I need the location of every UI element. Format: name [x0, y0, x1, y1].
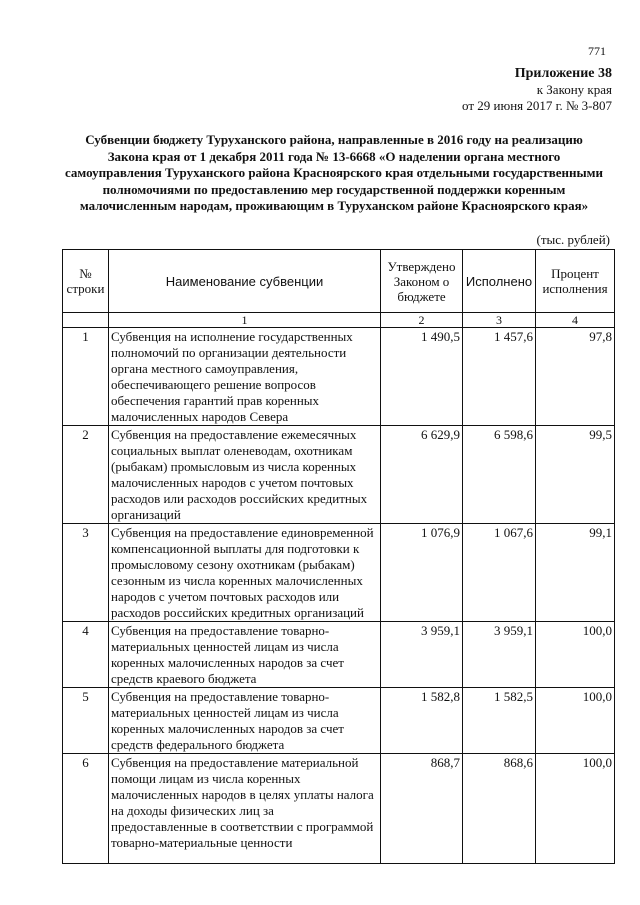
row-number: 5 — [63, 688, 109, 754]
execution-percent: 97,8 — [536, 328, 615, 426]
executed-amount: 868,6 — [463, 754, 536, 864]
subvention-name: Субвенция на предоставление товарно- материальных ценностей лицам из числа коренных малочисленных народов за счет средств федерального бюджета — [109, 688, 381, 754]
appendix-law-date: от 29 июня 2017 г. № 3-807 — [462, 98, 612, 113]
execution-percent: 99,1 — [536, 524, 615, 622]
table-row — [63, 524, 615, 622]
executed-amount: 3 959,1 — [463, 622, 536, 688]
executed-amount: 6 598,6 — [463, 426, 536, 524]
units-label: (тыс. рублей) — [536, 232, 610, 247]
row-number: 2 — [63, 426, 109, 524]
title-line: Субвенции бюджету Туруханского района, направленные в 2016 году на реализацию — [85, 132, 583, 147]
row-number: 4 — [63, 622, 109, 688]
column-index-row — [63, 313, 615, 328]
title-line: полномочиями по предоставлению мер государственной поддержки коренным — [102, 181, 566, 197]
header-approved: Утверждено Законом о бюджете — [381, 250, 463, 313]
executed-amount: 1 457,6 — [463, 328, 536, 426]
subvention-name: Субвенция на предоставление единовременной компенсационной выплаты для подготовки к промысловому сезону охотникам (рыбакам) сезонным из числа коренных малочисленных народов с учетом почтовых расходов или расходов российских кредитных организаций — [109, 524, 381, 622]
execution-percent: 100,0 — [536, 754, 615, 864]
title-line: Закона края от 1 декабря 2011 года № 13-6668 «О наделении органа местного — [107, 148, 561, 164]
approved-amount: 868,7 — [381, 754, 463, 864]
table-row — [63, 426, 615, 524]
appendix-reference — [462, 66, 612, 114]
column-index: 4 — [536, 313, 615, 328]
header-row-number: № строки — [63, 250, 109, 313]
column-index: 2 — [381, 313, 463, 328]
executed-amount: 1 582,5 — [463, 688, 536, 754]
table-row — [63, 328, 615, 426]
table-row — [63, 688, 615, 754]
document-title — [56, 132, 612, 215]
row-number: 6 — [63, 754, 109, 864]
execution-percent: 100,0 — [536, 688, 615, 754]
subvention-name: Субвенция на предоставление ежемесячных социальных выплат оленеводам, охотникам (рыбакам) промысловым из числа коренных малочисленных народов с учетом почтовых расходов или расходов российских кредитных организаций — [109, 426, 381, 524]
title-line: малочисленным народам, проживающим в Туруханском районе Красноярского края» — [79, 198, 589, 213]
row-number: 1 — [63, 328, 109, 426]
approved-amount: 6 629,9 — [381, 426, 463, 524]
approved-amount: 1 490,5 — [381, 328, 463, 426]
approved-amount: 1 076,9 — [381, 524, 463, 622]
subventions-table — [62, 249, 615, 864]
subvention-name: Субвенция на предоставление товарно- материальных ценностей лицам из числа коренных малочисленных народов за счет средств краевого бюджета — [109, 622, 381, 688]
column-index: 1 — [109, 313, 381, 328]
execution-percent: 99,5 — [536, 426, 615, 524]
header-executed: Исполнено — [463, 250, 536, 313]
title-line: самоуправления Туруханского района Красноярского края отдельными государственными — [64, 165, 604, 180]
header-percent: Процент исполнения — [536, 250, 615, 313]
column-index — [63, 313, 109, 328]
subvention-name: Субвенция на предоставление материальной помощи лицам из числа коренных малочисленных народов в целях уплаты налога на доходы физических лиц за предоставленные в соответствии с программой товарно-материальные ценности — [109, 754, 381, 864]
column-index: 3 — [463, 313, 536, 328]
table-row — [63, 622, 615, 688]
subvention-name: Субвенция на исполнение государственных полномочий по организации деятельности органа местного самоуправления, обеспечивающего решение вопросов обеспечения гарантий прав коренных малочисленных народов Севера — [109, 328, 381, 426]
appendix-title: Приложение 38 — [514, 66, 612, 81]
approved-amount: 3 959,1 — [381, 622, 463, 688]
execution-percent: 100,0 — [536, 622, 615, 688]
table-row — [63, 754, 615, 864]
executed-amount: 1 067,6 — [463, 524, 536, 622]
row-number: 3 — [63, 524, 109, 622]
approved-amount: 1 582,8 — [381, 688, 463, 754]
header-subvention-name: Наименование субвенции — [109, 250, 381, 313]
table-header-row — [63, 250, 615, 313]
page-number: 771 — [588, 44, 606, 58]
appendix-law-ref: к Закону края — [536, 82, 612, 97]
